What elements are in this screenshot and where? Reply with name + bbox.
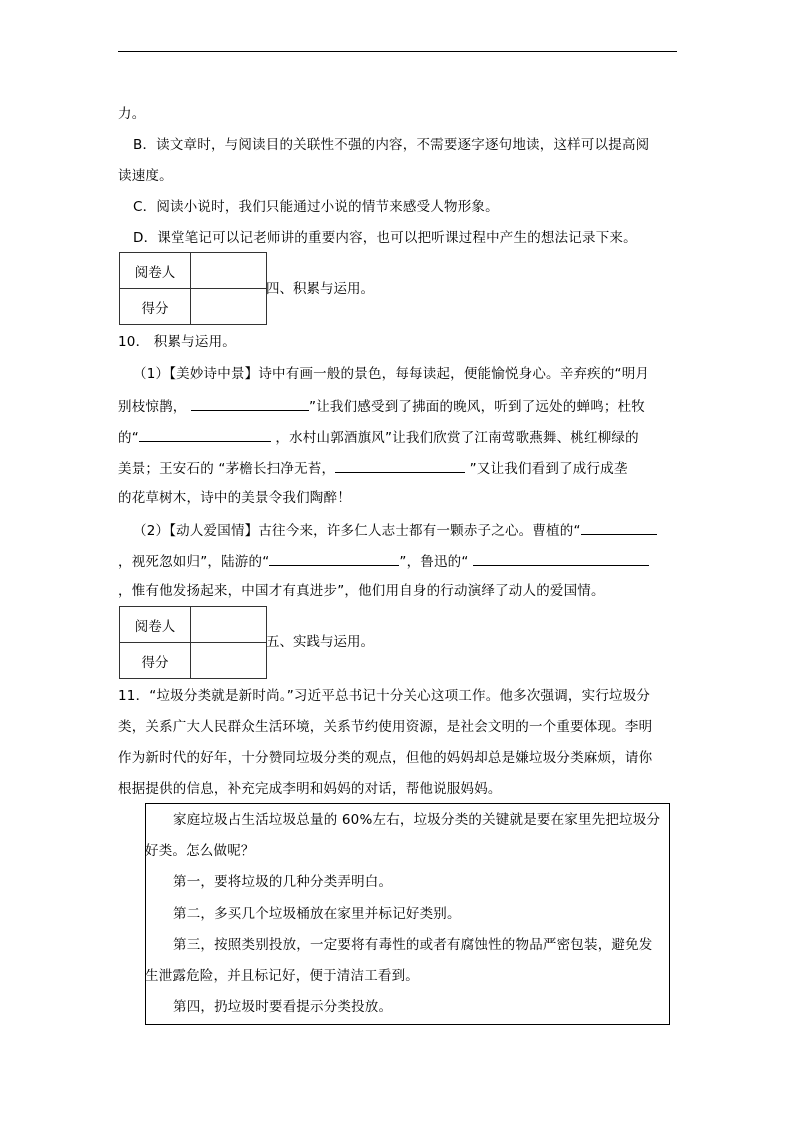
- info-line-6: 生泄露危险，并且标记好，便于清洁工看到。: [145, 968, 419, 984]
- q11-line3: 作为新时代的好年，十分赞同垃圾分类的观点，但他的妈妈却总是嫌垃圾分类麻烦，请你: [118, 750, 653, 766]
- q10-p2-line2: [118, 552, 649, 570]
- q10-p2-line2-prefix: ，视死忽如归”，陆游的“: [118, 554, 270, 570]
- score-label: 得分: [120, 289, 191, 325]
- q10-p1-line4-prefix: 美景；王安石的 “茅檐长扫净无苔，: [118, 461, 336, 477]
- info-line-7: 第四，扔垃圾时要看提示分类投放。: [173, 999, 393, 1015]
- section-5-title: 五、实践与运用。: [266, 634, 374, 650]
- info-line-4: 第二，多买几个垃圾桶放在家里并标记好类别。: [173, 906, 461, 922]
- info-line-3: 第一，要将垃圾的几种分类弄明白。: [173, 874, 393, 890]
- option-b-line2: 读速度。: [118, 168, 173, 184]
- option-c: C．阅读小说时，我们只能通过小说的情节来感受人物形象。: [133, 199, 499, 215]
- answer-blank-2[interactable]: [139, 428, 271, 442]
- info-box: [145, 803, 670, 1025]
- score-field[interactable]: [191, 643, 267, 679]
- q11-line4: 根据提供的信息，补充完成李明和妈妈的对话，帮他说服妈妈。: [118, 781, 502, 797]
- score-table-section-5: [119, 606, 267, 679]
- q10-p1-line3: [118, 428, 639, 446]
- section-4-title: 四、积累与运用。: [266, 281, 374, 297]
- option-d: D．课堂笔记可以记老师讲的重要内容，也可以把听课过程中产生的想法记录下来。: [133, 230, 637, 246]
- info-line-5: 第三，按照类别投放，一定要将有毒性的或者有腐蚀性的物品严密包装，避免发: [173, 937, 653, 953]
- q10-p1-line4-suffix: ”又让我们看到了成行成垄: [465, 461, 628, 477]
- q10-p1-line2-suffix: ”让我们感受到了拂面的晚风，听到了远处的蝉鸣；杜牧: [309, 399, 645, 415]
- answer-blank-3[interactable]: [335, 459, 465, 473]
- score-field[interactable]: [191, 289, 267, 325]
- q11-line1: 11．“垃圾分类就是新时尚。”习近平总书记十分关心这项工作。他多次强调，实行垃圾分: [118, 688, 651, 704]
- q10-p1-line2: [118, 397, 645, 415]
- answer-blank-6[interactable]: [473, 552, 649, 566]
- q11-line2: 类，关系广大人民群众生活环境，关系节约使用资源，是社会文明的一个重要体现。李明: [118, 719, 653, 735]
- answer-blank-1[interactable]: [191, 397, 309, 411]
- reviewer-label: 阅卷人: [120, 253, 191, 289]
- q10-p1-line4: [118, 459, 628, 477]
- q10-p1-line3-prefix: 的“: [118, 430, 139, 446]
- q10-p2-line1: [133, 521, 657, 539]
- q10-title: 10． 积累与运用。: [118, 334, 236, 350]
- q10-p2-line3: ，惟有他发扬起来，中国才有真进步”，他们用自身的行动演绎了动人的爱国情。: [118, 583, 605, 599]
- answer-blank-4[interactable]: [581, 521, 657, 535]
- reviewer-field[interactable]: [191, 607, 267, 643]
- continuation-text: 力。: [118, 106, 146, 122]
- score-table-section-4: [119, 252, 267, 325]
- q10-p1-line2-prefix: 别枝惊鹊，: [118, 399, 191, 415]
- header-rule: [118, 51, 677, 52]
- score-label: 得分: [120, 643, 191, 679]
- q10-p2-line1-prefix: （2）【动人爱国情】古往今来，许多仁人志士都有一颗赤子之心。曹植的“: [133, 523, 581, 539]
- reviewer-label: 阅卷人: [120, 607, 191, 643]
- info-line-1: 家庭垃圾占生活垃圾总量的 60%左右，垃圾分类的关键就是要在家里先把垃圾分: [173, 812, 661, 828]
- q10-p1-line5: 的花草树木，诗中的美景令我们陶醉！: [118, 490, 351, 506]
- option-b-line1: B．读文章时，与阅读目的关联性不强的内容，不需要逐字逐句地读，这样可以提高阅: [133, 137, 650, 153]
- q10-p1-line1: （1）【美妙诗中景】诗中有画一般的景色，每每读起，便能愉悦身心。辛弃疾的“明月: [133, 366, 650, 382]
- q10-p2-line2-mid: ”，鲁迅的“: [399, 554, 474, 570]
- q10-p1-line3-suffix: ，水村山郭酒旗风”让我们欣赏了江南莺歌燕舞、桃红柳绿的: [270, 430, 639, 446]
- answer-blank-5[interactable]: [269, 552, 399, 566]
- info-line-2: 好类。怎么做呢？: [145, 843, 255, 859]
- reviewer-field[interactable]: [191, 253, 267, 289]
